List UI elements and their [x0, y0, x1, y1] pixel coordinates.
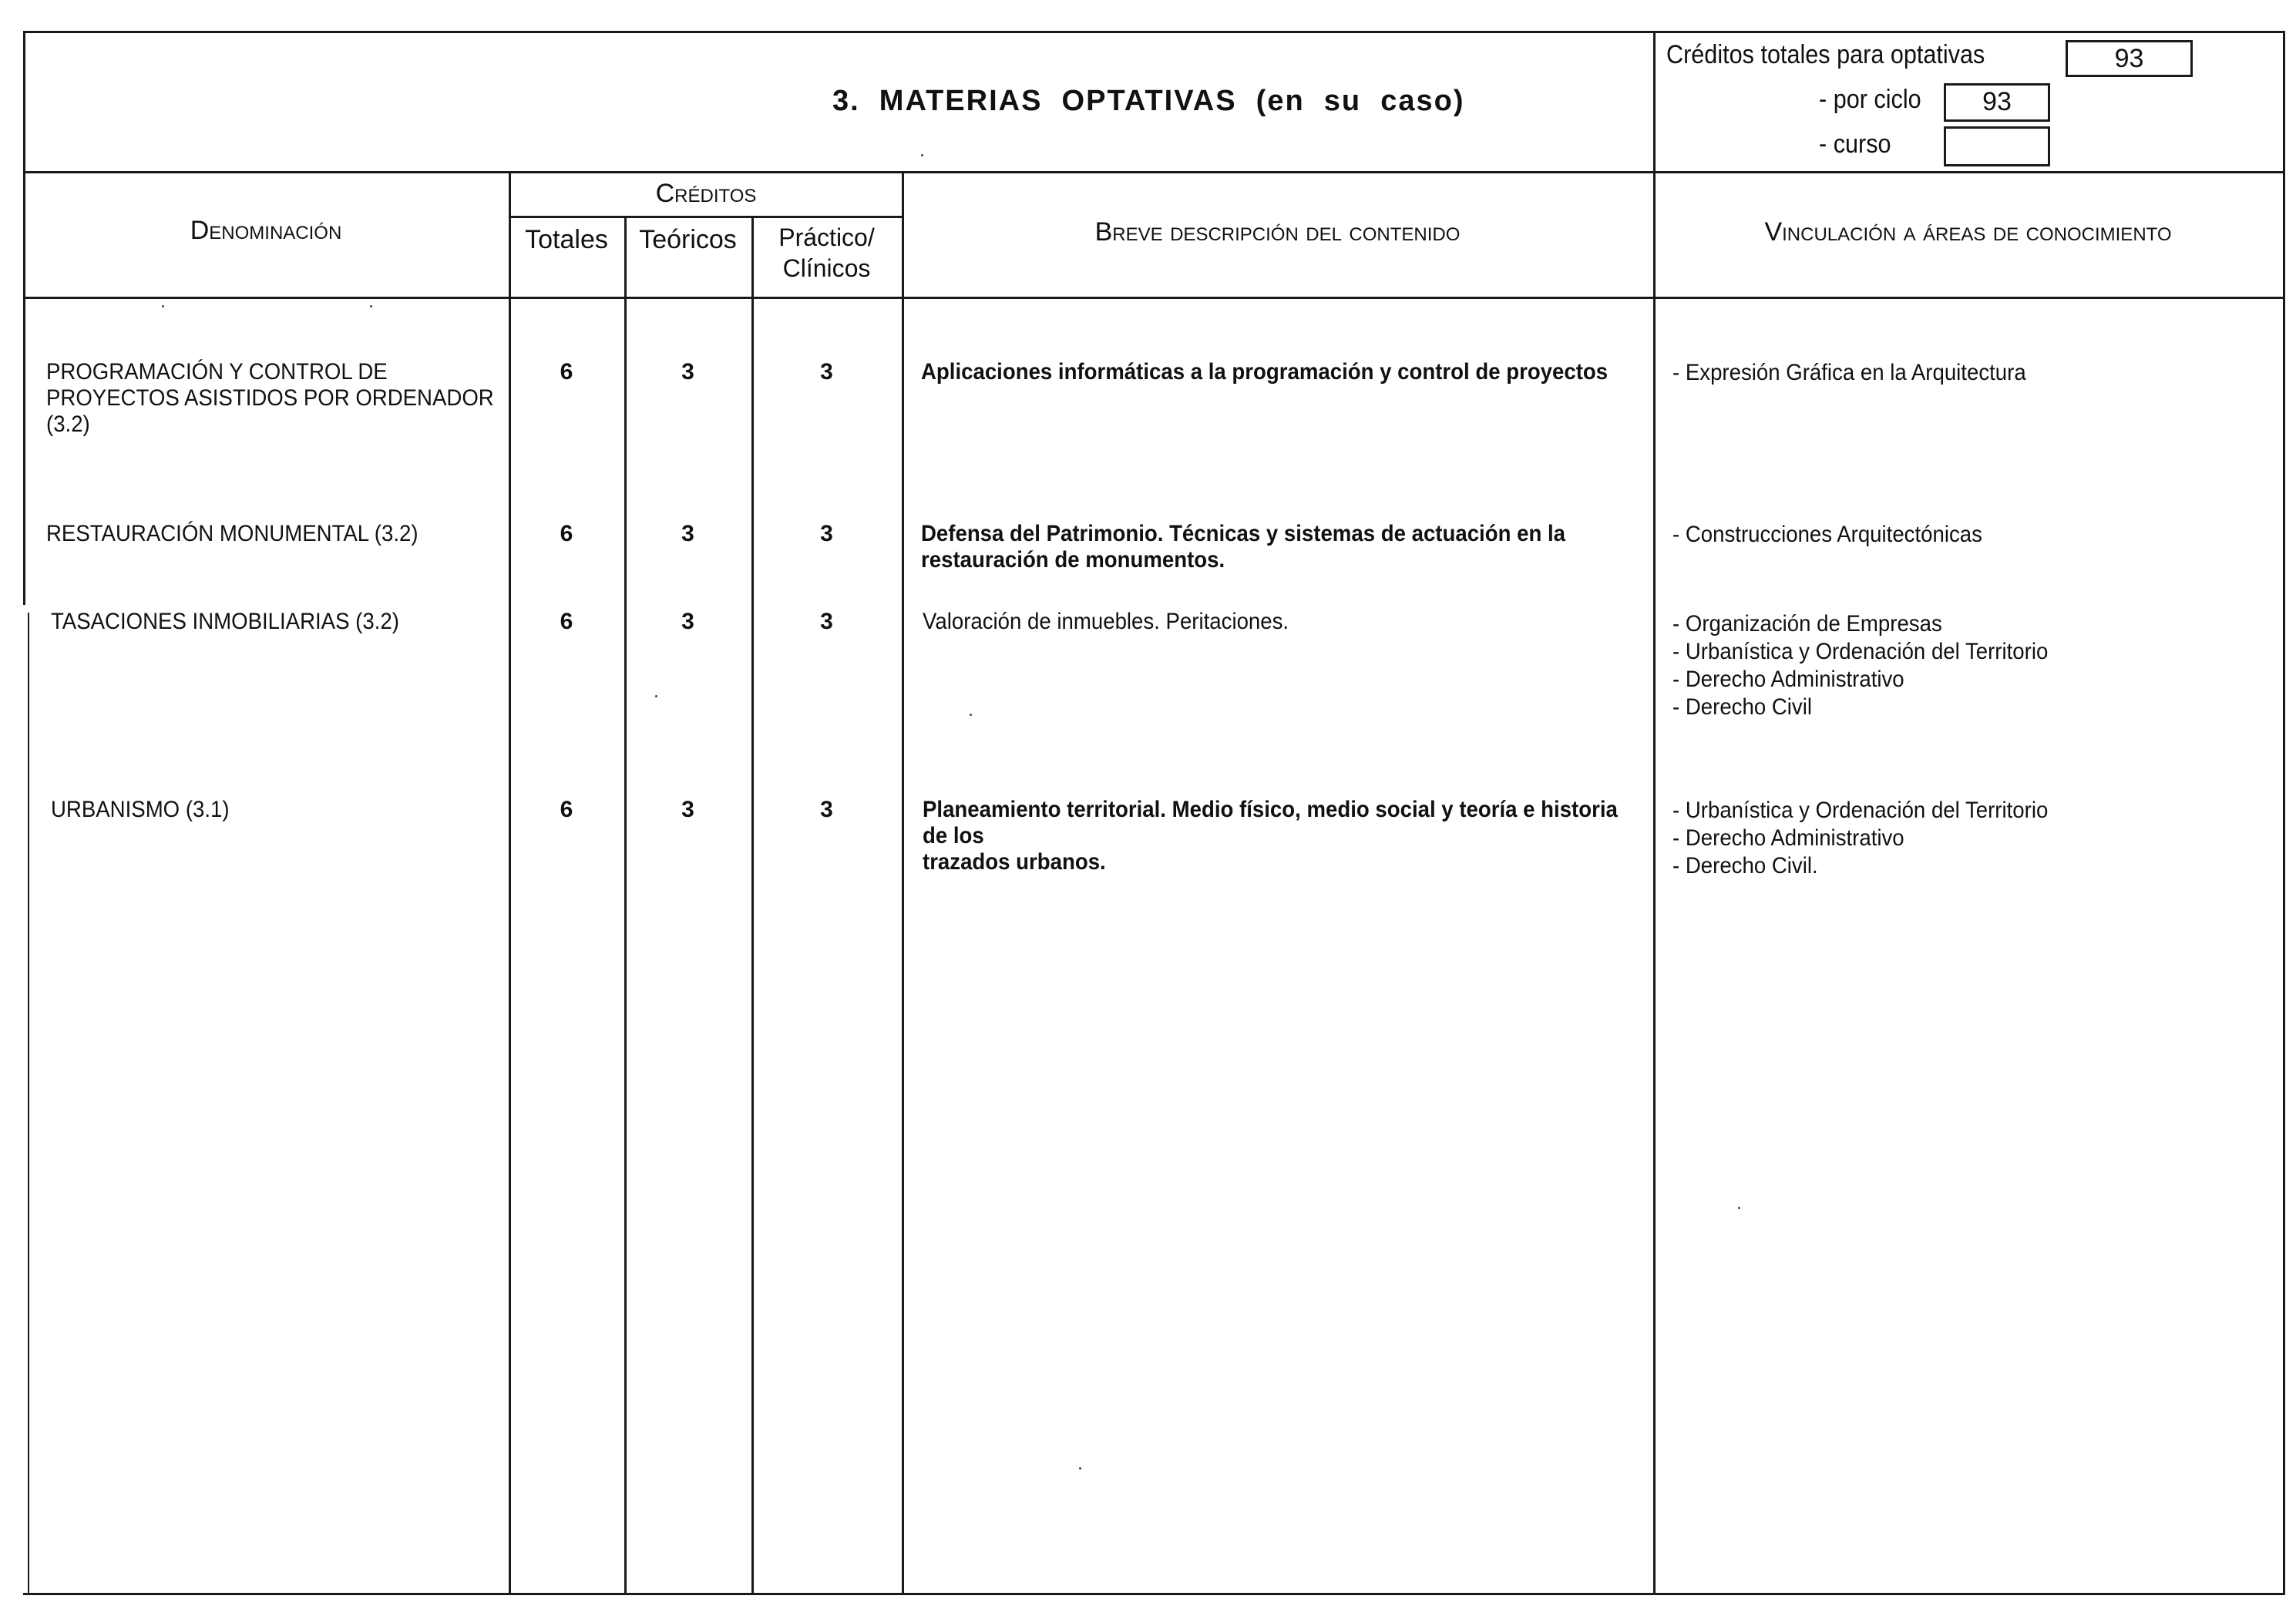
header-practicos-line1: Práctico/ — [778, 223, 875, 251]
scan-speck — [1079, 1467, 1081, 1470]
table-row-1-practicos: 3 — [820, 359, 833, 385]
header-denominacion: Denominación — [190, 216, 342, 245]
table-row-3-name: TASACIONES INMOBILIARIAS (3.2) — [51, 609, 399, 634]
col-divider-vinculacion — [1653, 31, 1656, 1595]
header-vinculacion: Vinculación a áreas de conocimiento — [1764, 217, 2172, 247]
header-descripcion: Breve descripción del contenido — [1094, 217, 1461, 247]
table-row-4-practicos: 3 — [820, 797, 833, 822]
table-row-3-areas: - Organización de Empresas - Urbanística y Ordenación del Territorio - Derecho Administrativo - Derecho Civil — [1672, 611, 2049, 720]
table-row-4-areas: - Urbanística y Ordenación del Territorio - Derecho Administrativo - Derecho Civil. — [1672, 798, 2049, 878]
table-row-3-totales: 6 — [560, 609, 573, 634]
col-divider-practicos — [751, 216, 754, 1595]
column-header-bottom — [23, 297, 2284, 299]
per-cycle-value: 93 — [1944, 83, 2050, 122]
scan-speck — [1738, 1207, 1740, 1209]
table-row-3-teoricos: 3 — [681, 609, 694, 634]
table-right-border — [2283, 31, 2285, 1595]
table-row-4-totales: 6 — [560, 797, 573, 822]
course-value — [1944, 126, 2050, 166]
table-row-4-descripcion: Planeamiento territorial. Medio físico, medio social y teoría e historia de los trazados urbanos. — [923, 797, 1618, 875]
scan-speck — [970, 714, 972, 716]
table-row-2-areas: - Construcciones Arquitectónicas — [1672, 522, 1982, 547]
table-row-1-areas: - Expresión Gráfica en la Arquitectura — [1672, 360, 2026, 385]
col-divider-teoricos — [624, 216, 627, 1595]
table-left-border-lower — [28, 613, 29, 1595]
table-row-4-name: URBANISMO (3.1) — [51, 797, 230, 822]
table-row-1-totales: 6 — [560, 359, 573, 385]
header-teoricos: Teóricos — [639, 225, 737, 254]
col-divider-descripcion — [902, 171, 904, 1595]
per-cycle-label: - por ciclo — [1819, 85, 1921, 114]
table-bottom-border — [23, 1593, 2284, 1595]
header-practicos-line2: Clínicos — [782, 254, 871, 282]
header-totales: Totales — [525, 225, 608, 254]
scan-speck — [921, 154, 923, 156]
table-row-1-teoricos: 3 — [681, 359, 694, 385]
scan-speck — [162, 305, 164, 307]
creditos-subdivider — [509, 216, 903, 218]
table-top-border — [23, 31, 2284, 33]
scan-speck — [655, 695, 657, 697]
header-creditos: Créditos — [655, 179, 757, 208]
table-row-2-totales: 6 — [560, 521, 573, 546]
table-row-2-name: RESTAURACIÓN MONUMENTAL (3.2) — [46, 521, 419, 546]
table-row-2-practicos: 3 — [820, 521, 833, 546]
table-row-4-teoricos: 3 — [681, 797, 694, 822]
table-left-border — [23, 31, 25, 605]
table-row-1-descripcion: Aplicaciones informáticas a la programación y control de proyectos — [921, 359, 1609, 385]
table-row-2-teoricos: 3 — [681, 521, 694, 546]
course-label: - curso — [1819, 129, 1891, 159]
header-divider — [23, 171, 2284, 173]
credits-total-value: 93 — [2066, 40, 2193, 77]
table-row-2-descripcion: Defensa del Patrimonio. Técnicas y sistemas de actuación en la restauración de monumentos. — [921, 521, 1565, 573]
table-row-3-practicos: 3 — [820, 609, 833, 634]
credits-total-label: Créditos totales para optativas — [1666, 40, 1985, 69]
table-row-3-descripcion: Valoración de inmuebles. Peritaciones. — [923, 609, 1289, 634]
table-row-1-name: PROGRAMACIÓN Y CONTROL DE PROYECTOS ASISTIDOS POR ORDENADOR (3.2) — [46, 359, 494, 437]
page-title: 3. MATERIAS OPTATIVAS (en su caso) — [832, 85, 1465, 117]
scan-speck — [370, 305, 372, 307]
